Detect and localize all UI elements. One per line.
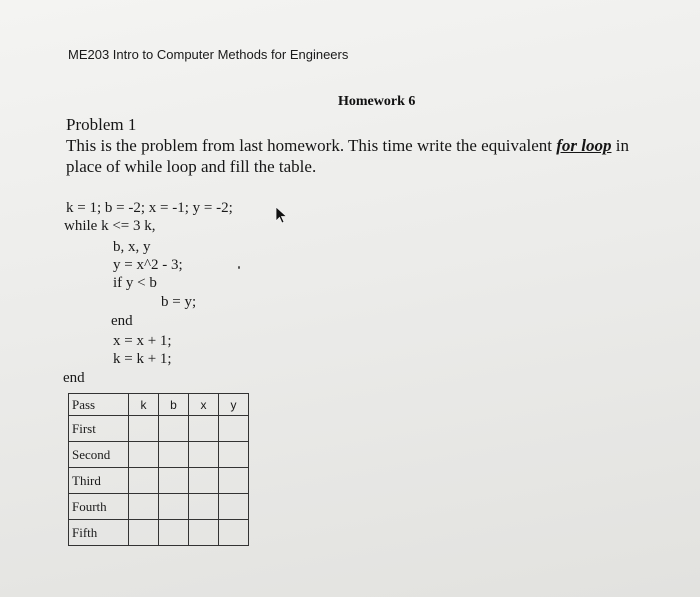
trace-table: [68, 393, 249, 546]
homework-title: Homework 6: [338, 94, 416, 109]
speck-mark: [238, 266, 240, 269]
cell-x[interactable]: [189, 416, 219, 442]
code-while: while k <= 3 k,: [64, 218, 156, 234]
code-assign-b: b = y;: [161, 294, 197, 310]
code-incr-k: k = k + 1;: [113, 351, 172, 367]
cell-k[interactable]: [129, 520, 159, 546]
cell-k[interactable]: [129, 494, 159, 520]
problem-line-2: place of while loop and fill the table.: [66, 157, 317, 176]
header-y: y: [219, 394, 249, 416]
cell-x[interactable]: [189, 494, 219, 520]
header-k: k: [129, 394, 159, 416]
cell-b[interactable]: [159, 468, 189, 494]
problem-statement: [66, 114, 686, 177]
cell-k[interactable]: [129, 416, 159, 442]
code-if: if y < b: [113, 275, 157, 291]
course-title: ME203 Intro to Computer Methods for Engineers: [68, 47, 349, 62]
code-end-while: end: [63, 370, 85, 386]
cell-b[interactable]: [159, 442, 189, 468]
problem-title: Problem 1: [66, 115, 137, 134]
code-init: k = 1; b = -2; x = -1; y = -2;: [66, 200, 233, 216]
cell-b[interactable]: [159, 520, 189, 546]
code-assign-y: y = x^2 - 3;: [113, 257, 183, 273]
table-header-row: [69, 394, 249, 416]
row-label: Third: [69, 468, 129, 494]
cell-y[interactable]: [219, 416, 249, 442]
table-row: [69, 468, 249, 494]
table-row: [69, 494, 249, 520]
header-b: b: [159, 394, 189, 416]
row-label: Fifth: [69, 520, 129, 546]
code-incr-x: x = x + 1;: [113, 333, 172, 349]
cell-x[interactable]: [189, 520, 219, 546]
code-display: b, x, y: [113, 239, 151, 255]
cell-k[interactable]: [129, 468, 159, 494]
cell-b[interactable]: [159, 416, 189, 442]
row-label: Fourth: [69, 494, 129, 520]
cell-y[interactable]: [219, 468, 249, 494]
problem-line-1: [66, 135, 686, 156]
header-pass: Pass: [69, 394, 129, 416]
cell-k[interactable]: [129, 442, 159, 468]
problem-line-1-end: in: [611, 136, 629, 155]
cell-b[interactable]: [159, 494, 189, 520]
cell-x[interactable]: [189, 468, 219, 494]
code-end-if: end: [111, 313, 133, 329]
cell-y[interactable]: [219, 520, 249, 546]
mouse-pointer-icon: [275, 206, 289, 224]
table-row: [69, 416, 249, 442]
table-row: [69, 442, 249, 468]
row-label: Second: [69, 442, 129, 468]
table-row: [69, 520, 249, 546]
header-x: x: [189, 394, 219, 416]
cell-y[interactable]: [219, 442, 249, 468]
row-label: First: [69, 416, 129, 442]
cell-y[interactable]: [219, 494, 249, 520]
cell-x[interactable]: [189, 442, 219, 468]
for-loop-keyword: for loop: [556, 136, 612, 155]
problem-line-1-text: This is the problem from last homework. This time write the equivalent: [66, 136, 557, 155]
